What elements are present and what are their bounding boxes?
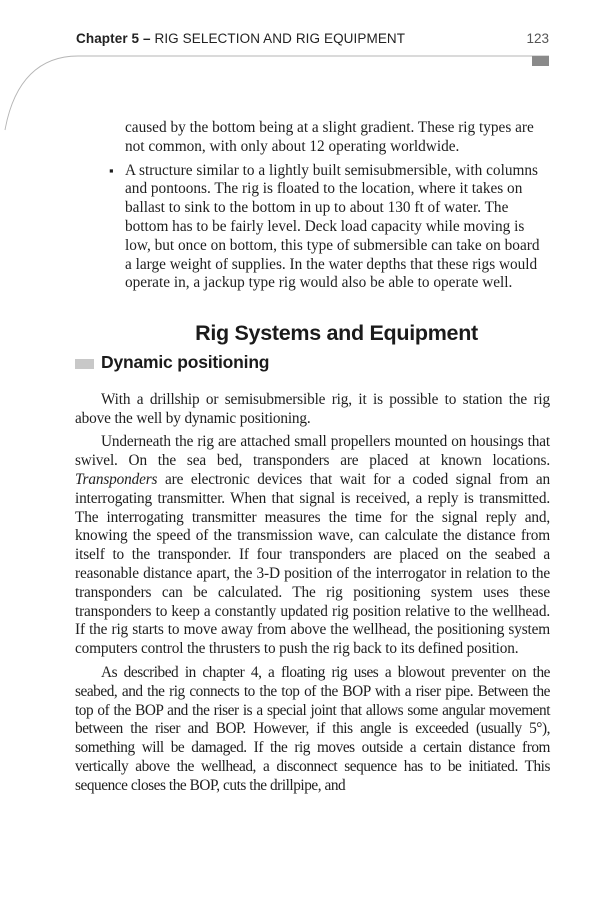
bullet-item	[109, 161, 550, 294]
chapter-tab-marker	[532, 56, 549, 66]
paragraph-3: As described in chapter 4, a floating rig uses a blowout preventer on the seabed, and the rig connects to the top of the BOP with a riser pipe. Between the top of the BOP and the riser is a special joint that allows some angular movement between the riser and BOP. However, if this angle is exceeded (usually 5°), something will be damaged. If the rig moves outside a certain distance from vertically above the wellhead, a disconnect sequence has to be initiated. This sequence closes the BOP, cuts the drillpipe, and	[75, 663, 550, 794]
subsection-marker-box	[75, 359, 94, 369]
subsection-heading	[75, 353, 550, 372]
paragraph-2-part-a: Underneath the rig are attached small propellers mounted on housings that swivel. On the sea bed, transponders are placed at known locations.	[75, 433, 550, 470]
term-transponders: Transponders	[75, 470, 158, 488]
chapter-title: RIG SELECTION AND RIG EQUIPMENT	[154, 31, 406, 46]
subsection-heading-text: Dynamic positioning	[101, 351, 270, 372]
page-body	[75, 119, 550, 801]
page-number: 123	[526, 31, 549, 46]
paragraph-2-part-b: are electronic devices that wait for a coded signal from an interrogating transmitter. When that signal is received, a reply is transmitted. The interrogating transmitter measures the time for the signal reply and, knowing the speed of the transmission wave, can calculate the distance from itself to the transponder. If four transponders are placed on the seabed a reasonable distance apart, the 3-D position of the interrogator in relation to the transponders can be calculated. The rig positioning system uses these transponders to keep a constantly updated rig position relative to the wellhead. If the rig starts to move away from above the wellhead, the positioning system computers control the thrusters to push the rig back to its defined position.	[75, 470, 550, 658]
bullet-text: A structure similar to a lightly built semisubmersible, with columns and pontoons. The rig is floated to the location, where it takes on ballast to sink to the bottom in up to about 130 ft of water. The bottom has to be fairly level. Deck load capacity while moving is low, but once on bottom, this type of submersible can take on board a large weight of supplies. In the water depths that these rigs would operate in, a jackup type rig would also be able to operate well.	[125, 161, 540, 292]
continued-list-text: caused by the bottom being at a slight gradient. These rig types are not common, with only about 12 operating worldwide.	[125, 119, 534, 155]
bullet-marker: ▪	[109, 162, 114, 178]
section-heading: Rig Systems and Equipment	[195, 321, 478, 346]
paragraph-1: With a drillship or semisubmersible rig, it is possible to station the rig above the well by dynamic positioning.	[75, 390, 550, 427]
paragraph-2	[75, 433, 550, 659]
indented-list-block	[75, 119, 550, 293]
chapter-number: Chapter 5 –	[76, 31, 151, 46]
